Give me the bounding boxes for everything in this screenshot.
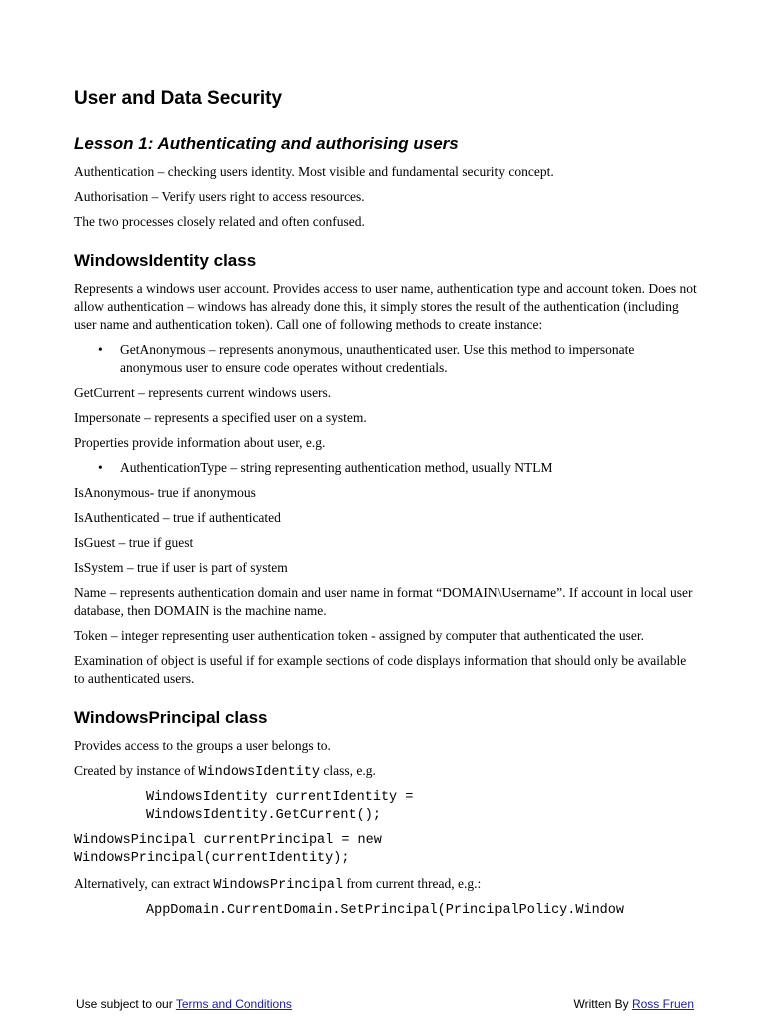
bullet-authentication-type [74, 459, 698, 477]
terms-and-conditions-link[interactable]: Terms and Conditions [175, 997, 292, 1011]
is-system-text: IsSystem – true if user is part of system [74, 560, 288, 575]
examination-text: Examination of object is useful if for example sections of code displays information that should only be available to authenticated users. [74, 653, 687, 686]
code-block-set-principal: AppDomain.CurrentDomain.SetPrincipal(PrincipalPolicy.Window [146, 903, 624, 918]
author-link[interactable]: Ross Fruen [631, 997, 694, 1011]
footer-right-prefix: Written By [573, 997, 632, 1011]
is-guest-text: IsGuest – true if guest [74, 535, 194, 550]
intro-authorisation: Authorisation – Verify users right to access resources. [74, 189, 365, 204]
created-text [74, 762, 698, 782]
alternatively-inline-code: WindowsPrincipal [213, 878, 343, 893]
properties-text: Properties provide information about user, e.g. [74, 435, 326, 450]
footer-left [76, 997, 292, 1011]
page-footer [76, 997, 694, 1011]
code-block-current-identity: WindowsIdentity currentIdentity = WindowsIdentity.GetCurrent(); [146, 790, 414, 823]
alternatively-text [74, 875, 698, 895]
document-title: User and Data Security [74, 88, 283, 109]
footer-left-prefix: Use subject to our [76, 997, 176, 1011]
intro-authentication: Authentication – checking users identity. Most visible and fundamental security concept. [74, 164, 554, 179]
is-anonymous-text: IsAnonymous- true if anonymous [74, 485, 256, 500]
bullet-get-anonymous [74, 341, 698, 377]
windows-identity-section [74, 280, 698, 688]
impersonate-text: Impersonate – represents a specified user on a system. [74, 410, 367, 425]
alternatively-suffix: from current thread, e.g.: [342, 876, 482, 891]
bullet-glyph: • [98, 460, 103, 475]
lesson-heading: Lesson 1: Authenticating and authorising users [74, 134, 459, 153]
created-suffix: class, e.g. [319, 763, 376, 778]
windows-identity-heading: WindowsIdentity class [74, 251, 257, 270]
document-page [74, 88, 698, 927]
bullet-glyph: • [98, 342, 103, 357]
get-current-text: GetCurrent – represents current windows users. [74, 385, 332, 400]
created-prefix: Created by instance of [74, 763, 199, 778]
bullet-text: GetAnonymous – represents anonymous, unauthenticated user. Use this method to impersonate anonymous user to ensure code operates without credentials. [120, 342, 635, 375]
footer-right [574, 997, 695, 1011]
provides-text: Provides access to the groups a user belongs to. [74, 738, 331, 753]
intro-related: The two processes closely related and often confused. [74, 214, 365, 229]
windows-principal-heading: WindowsPrincipal class [74, 708, 268, 727]
name-text: Name – represents authentication domain and user name in format “DOMAIN\Username”. If account in local user database, then DOMAIN is the machine name. [74, 585, 693, 618]
token-text: Token – integer representing user authentication token - assigned by computer that authenticated the user. [74, 628, 644, 643]
created-inline-code: WindowsIdentity [198, 765, 320, 780]
alternatively-prefix: Alternatively, can extract [74, 876, 214, 891]
intro-section [74, 163, 698, 231]
code-block-current-principal: WindowsPincipal currentPrincipal = new WindowsPrincipal(currentIdentity); [74, 833, 382, 866]
is-authenticated-text: IsAuthenticated – true if authenticated [74, 510, 281, 525]
windows-principal-section [74, 737, 698, 920]
bullet-text: AuthenticationType – string representing authentication method, usually NTLM [120, 460, 553, 475]
windows-identity-description: Represents a windows user account. Provides access to user name, authentication type and account token. Does not allow authentication – windows has already done this, it simply stores the result of the authentication (including user name and authentication token). Call one of following methods to create instance: [74, 281, 697, 332]
